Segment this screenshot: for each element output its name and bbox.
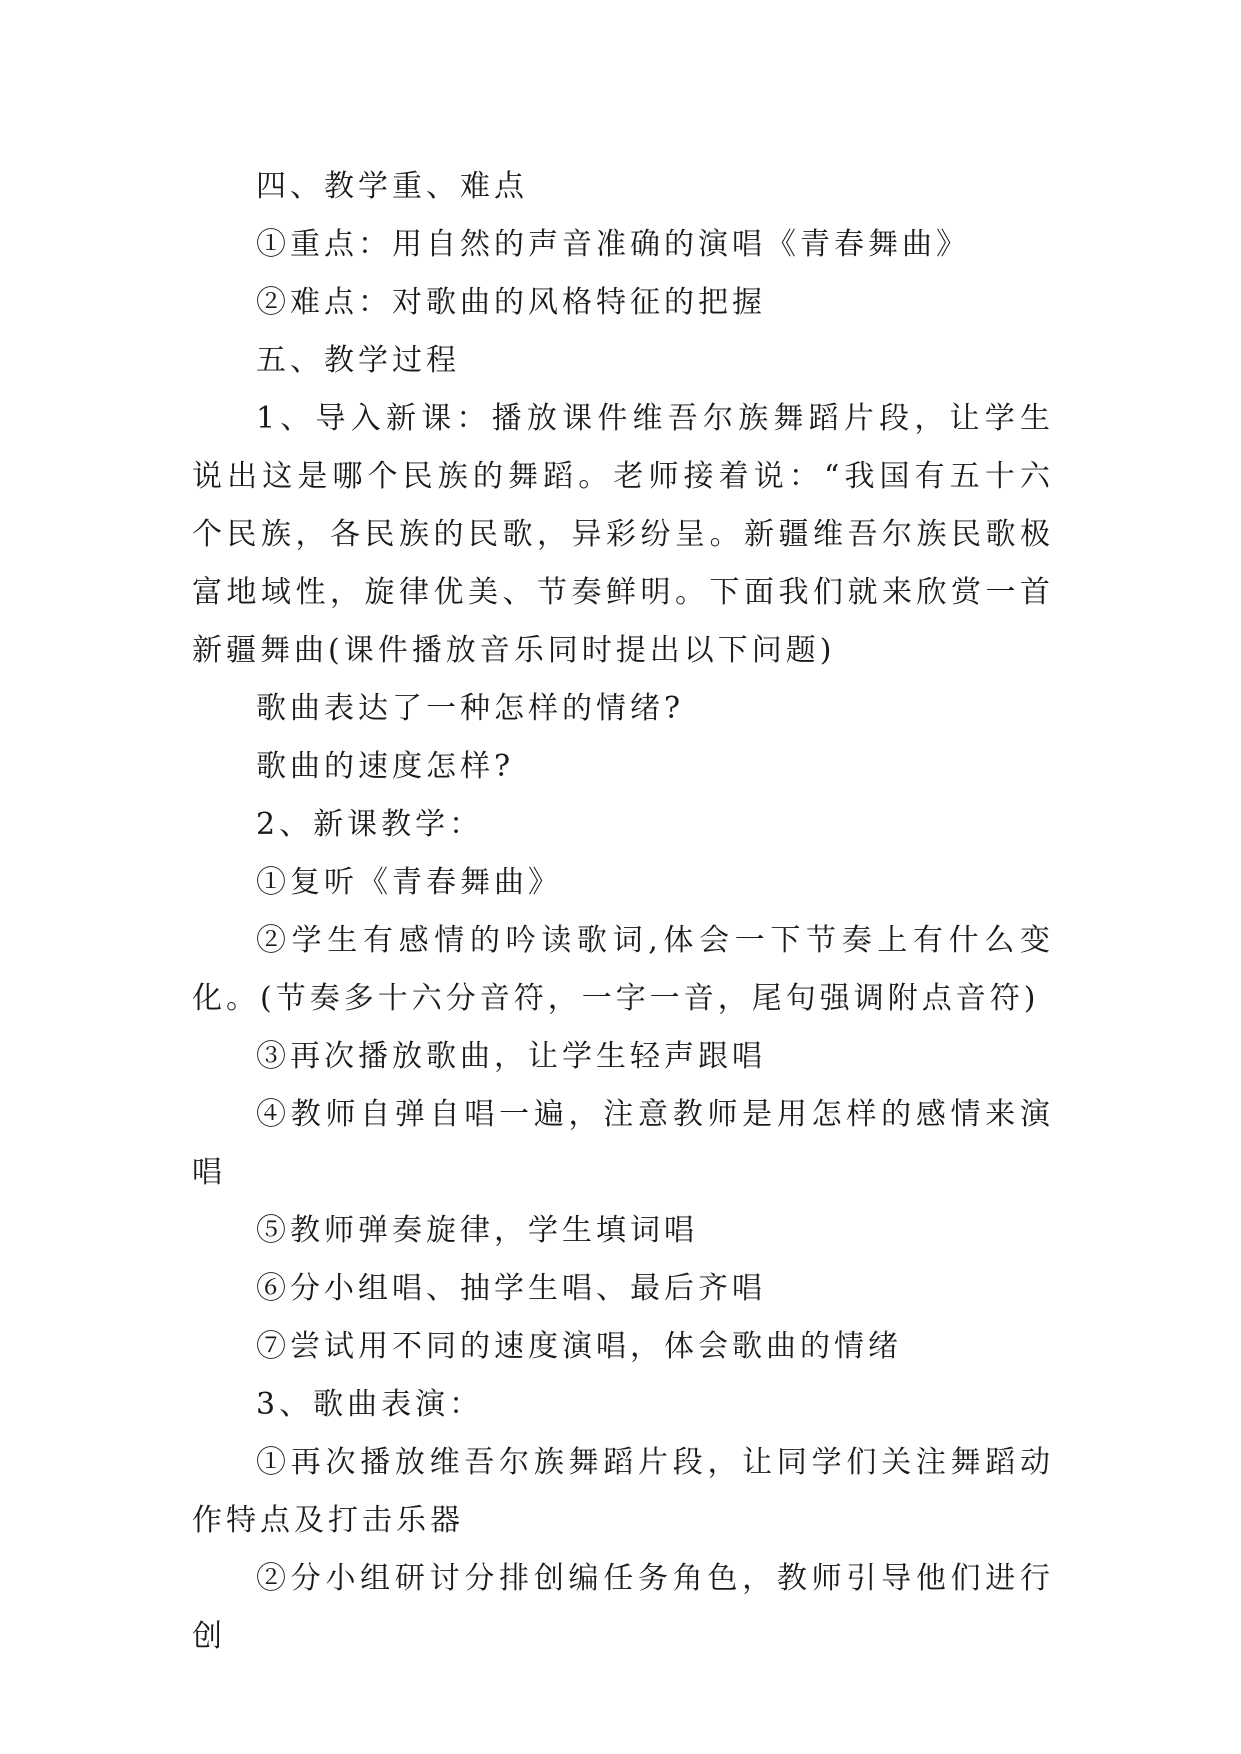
paragraph-question-mood: 歌曲表达了一种怎样的情绪?: [256, 691, 685, 726]
list-item-step-3: ③再次播放歌曲，让学生轻声跟唱: [256, 1039, 766, 1074]
list-item-step-5: ⑤教师弹奏旋律，学生填词唱: [256, 1213, 698, 1248]
paragraph-introduction: 1、导入新课：播放课件维吾尔族舞蹈片段，让学生说出这是哪个民族的舞蹈。老师接着说：“我国有五十六个民族，各民族的民歌，异彩纷呈。新疆维吾尔族民歌极富地域性，旋律优美、节奏鲜明。下面我们就来欣赏一首新疆舞曲(课件播放音乐同时提出以下问题): [192, 401, 1054, 668]
subheading-performance: 3、歌曲表演：: [256, 1387, 484, 1422]
paragraph-question-tempo: 歌曲的速度怎样?: [256, 749, 515, 784]
paragraph-key-point: ①重点：用自然的声音准确的演唱《青春舞曲》: [256, 227, 970, 262]
list-item-step-7: ⑦尝试用不同的速度演唱，体会歌曲的情绪: [256, 1329, 902, 1364]
list-item-performance-1: ①再次播放维吾尔族舞蹈片段，让同学们关注舞蹈动作特点及打击乐器: [192, 1445, 1054, 1538]
paragraph-difficult-point: ②难点：对歌曲的风格特征的把握: [256, 285, 766, 320]
section-heading-teaching-process: 五、教学过程: [256, 343, 460, 378]
section-heading-key-points: 四、教学重、难点: [256, 169, 528, 204]
list-item-performance-2: ②分小组研讨分排创编任务角色，教师引导他们进行创: [192, 1561, 1054, 1654]
subheading-new-lesson: 2、新课教学：: [256, 807, 484, 842]
list-item-step-2: ②学生有感情的吟读歌词,体会一下节奏上有什么变化。(节奏多十六分音符，一字一音，尾句强调附点音符): [192, 923, 1054, 1016]
list-item-step-1: ①复听《青春舞曲》: [256, 865, 562, 900]
list-item-step-4: ④教师自弹自唱一遍，注意教师是用怎样的感情来演唱: [192, 1097, 1054, 1190]
list-item-step-6: ⑥分小组唱、抽学生唱、最后齐唱: [256, 1271, 766, 1306]
document-body: [192, 158, 1054, 1666]
